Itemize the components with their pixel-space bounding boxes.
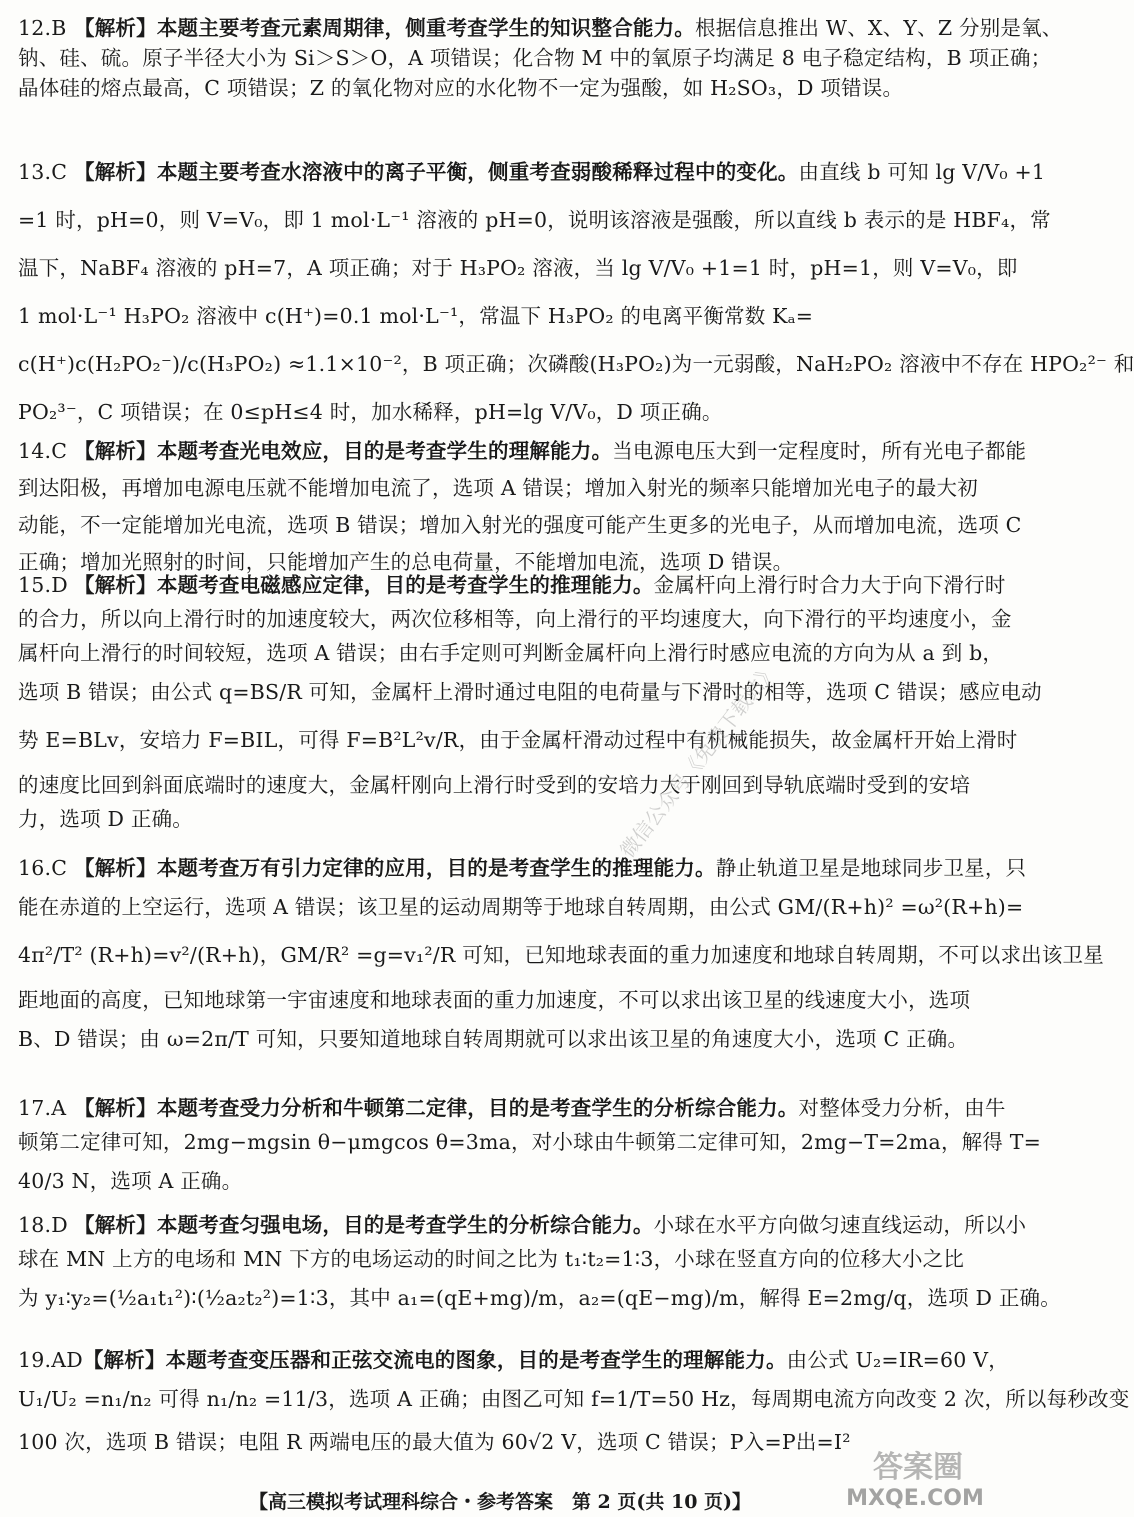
analysis-lead: 本题考查匀强电场，目的是考查学生的分析综合能力。 xyxy=(156,1213,654,1237)
answer-entry-12 xyxy=(18,13,1063,103)
analysis-tag: 【解析】 xyxy=(74,16,157,40)
analysis-tag: 【解析】 xyxy=(74,856,157,880)
analysis-lead: 本题考查光电效应，目的是考查学生的理解能力。 xyxy=(156,439,613,463)
analysis-tag: 【解析】 xyxy=(74,1213,157,1237)
answer-line: 球在 MN 上方的电场和 MN 下方的电场运动的时间之比为 t₁∶t₂=1∶3，小球在竖直方向的位移大小之比 xyxy=(18,1247,965,1271)
answer-line: U₁/U₂ =n₁/n₂ 可得 n₁/n₂ =11/3，选项 A 正确；由图乙可知 f=1/T=50 Hz，每周期电流方向改变 2 次，所以每秒改变 xyxy=(18,1387,1130,1411)
question-number: 12.B xyxy=(18,16,67,40)
answer-line: 温下，NaBF₄ 溶液的 pH=7，A 项正确；对于 H₃PO₂ 溶液，当 lg V/V₀ +1=1 时，pH=1，则 V=V₀，即 xyxy=(18,256,1018,280)
answer-line: 的速度比回到斜面底端时的速度大，金属杆刚向上滑行时受到的安培力大于刚回到导轨底端时受到的安培 xyxy=(18,773,971,797)
question-number: 17.A xyxy=(18,1096,67,1120)
analysis-lead: 本题考查万有引力定律的应用，目的是考查学生的推理能力。 xyxy=(156,856,716,880)
answer-line: 到达阳极，再增加电源电压就不能增加电流了，选项 A 错误；增加入射光的频率只能增加光电子的最大初 xyxy=(18,476,978,500)
question-number: 15.D xyxy=(18,573,68,597)
watermark-logo-text: 答案圈 xyxy=(873,1450,963,1485)
answer-line: 静止轨道卫星是地球同步卫星，只 xyxy=(715,856,1027,880)
answer-line: 4π²/T² (R+h)=v²/(R+h)，GM/R² =g=v₁²/R 可知，已知地球表面的重力加速度和地球自转周期，不可以求出该卫星 xyxy=(18,943,1104,967)
answer-line: 40/3 N，选项 A 正确。 xyxy=(18,1169,243,1193)
answer-line: 晶体硅的熔点最高，C 项错误；Z 的氧化物对应的水化物不一定为强酸，如 H₂SO₃，D 项错误。 xyxy=(18,76,904,100)
question-number: 13.C xyxy=(18,160,68,184)
answer-line: 由直线 b 可知 lg V/V₀ +1 xyxy=(798,160,1046,184)
question-number: 14.C xyxy=(18,439,68,463)
answer-entry-14 xyxy=(18,436,1027,577)
answer-line: 小球在水平方向做匀速直线运动，所以小 xyxy=(653,1213,1027,1237)
answer-line: 1 mol·L⁻¹ H₃PO₂ 溶液中 c(H⁺)=0.1 mol·L⁻¹，常温下 H₃PO₂ 的电离平衡常数 Kₐ= xyxy=(18,304,814,328)
answer-line: 100 次，选项 B 错误；电阻 R 两端电压的最大值为 60√2 V，选项 C 错误；P入=P出=I² xyxy=(18,1430,851,1454)
analysis-tag: 【解析】 xyxy=(74,160,157,184)
analysis-lead: 本题主要考查水溶液中的离子平衡，侧重考查弱酸稀释过程中的变化。 xyxy=(156,160,799,184)
question-number: 18.D xyxy=(18,1213,68,1237)
analysis-lead: 本题考查电磁感应定律，目的是考查学生的推理能力。 xyxy=(156,573,654,597)
answer-line: 当电源电压大到一定程度时，所有光电子都能 xyxy=(612,439,1027,463)
answer-entry-13 xyxy=(18,148,1134,436)
answer-entry-19 xyxy=(18,1345,1130,1457)
answer-line: 距地面的高度，已知地球第一宇宙速度和地球表面的重力加速度，不可以求出该卫星的线速度大小，选项 xyxy=(18,988,971,1012)
answer-line: PO₂³⁻，C 项错误；在 0≤pH≤4 时，加水稀释，pH=lg V/V₀，D 项正确。 xyxy=(18,400,723,424)
answer-line: 正确；增加光照射的时间，只能增加产生的总电荷量，不能增加电流，选项 D 错误。 xyxy=(18,550,794,574)
analysis-lead: 本题主要考查元素周期律，侧重考查学生的知识整合能力。 xyxy=(156,16,696,40)
answer-line: 能在赤道的上空运行，选项 A 错误；该卫星的运动周期等于地球自转周期，由公式 GM/(R+h)² =ω²(R+h)= xyxy=(18,895,1024,919)
answer-line: 顿第二定律可知，2mg−mgsin θ−μmgcos θ=3ma，对小球由牛顿第二定律可知，2mg−T=2ma，解得 T= xyxy=(18,1130,1042,1154)
answer-entry-16 xyxy=(18,853,1104,1063)
analysis-lead: 本题考查变压器和正弦交流电的图象，目的是考查学生的理解能力。 xyxy=(165,1348,787,1372)
answer-entry-17 xyxy=(18,1093,1042,1205)
analysis-lead: 本题考查受力分析和牛顿第二定律，目的是考查学生的分析综合能力。 xyxy=(156,1096,799,1120)
answer-line: 金属杆向上滑行时合力大于向下滑行时 xyxy=(653,573,1006,597)
analysis-tag: 【解析】 xyxy=(74,439,157,463)
watermark-site: MXQE.COM xyxy=(846,1486,984,1511)
answer-line: 属杆向上滑行的时间较短，选项 A 错误；由右手定则可判断金属杆向上滑行时感应电流的方向为从 a 到 b， xyxy=(18,641,1004,665)
question-number: 19.AD xyxy=(18,1348,83,1372)
answer-line: =1 时，pH=0，则 V=V₀，即 1 mol·L⁻¹ 溶液的 pH=0，说明该溶液是强酸，所以直线 b 表示的是 HBF₄，常 xyxy=(18,208,1051,232)
answer-line: 选项 B 错误；由公式 q=BS/R 可知，金属杆上滑时通过电阻的电荷量与下滑时的相等，选项 C 错误；感应电动 xyxy=(18,680,1042,704)
answer-line: 的合力，所以向上滑行时的加速度较大，两次位移相等，向上滑行的平均速度大，向下滑行的平均速度小，金 xyxy=(18,607,1012,631)
answer-line: 势 E=BLv，安培力 F=BIL，可得 F=B²L²v/R，由于金属杆滑动过程中有机械能损失，故金属杆开始上滑时 xyxy=(18,728,1018,752)
answer-line: 根据信息推出 W、X、Y、Z 分别是氧、 xyxy=(695,16,1063,40)
answer-line: 由公式 U₂=IR=60 V， xyxy=(786,1348,1009,1372)
answer-line: 力，选项 D 正确。 xyxy=(18,807,193,831)
analysis-tag: 【解析】 xyxy=(74,1096,157,1120)
watermark-text: 微信公众号《免费下载站》 xyxy=(615,658,782,863)
answer-line: 动能，不一定能增加光电流，选项 B 错误；增加入射光的强度可能产生更多的光电子，从而增加电流，选项 C xyxy=(18,513,1022,537)
answer-line: 为 y₁∶y₂=(½a₁t₁²)∶(½a₂t₂²)=1∶3，其中 a₁=(qE+mg)/m，a₂=(qE−mg)/m，解得 E=2mg/q，选项 D 正确。 xyxy=(18,1286,1061,1310)
answer-entry-18 xyxy=(18,1210,1061,1322)
answer-line: c(H⁺)c(H₂PO₂⁻)/c(H₃PO₂) ≈1.1×10⁻²，B 项正确；次磷酸(H₃PO₂)为一元弱酸，NaH₂PO₂ 溶液中不存在 HPO₂²⁻ 和 xyxy=(18,352,1134,376)
answer-line: 对整体受力分析，由牛 xyxy=(798,1096,1006,1120)
analysis-tag: 【解析】 xyxy=(82,1348,166,1372)
answer-line: 钠、硅、硫。原子半径大小为 Si＞S＞O，A 项错误；化合物 M 中的氧原子均满足 8 电子稳定结构，B 项正确； xyxy=(18,46,1052,70)
page-footer: 【高三模拟考试理科综合・参考答案 第 2 页(共 10 页)】 xyxy=(248,1491,752,1513)
question-number: 16.C xyxy=(18,856,68,880)
answer-line: B、D 错误；由 ω=2π/T 可知，只要知道地球自转周期就可以求出该卫星的角速度大小，选项 C 正确。 xyxy=(18,1027,969,1051)
analysis-tag: 【解析】 xyxy=(74,573,157,597)
answer-entry-15 xyxy=(18,570,1042,834)
